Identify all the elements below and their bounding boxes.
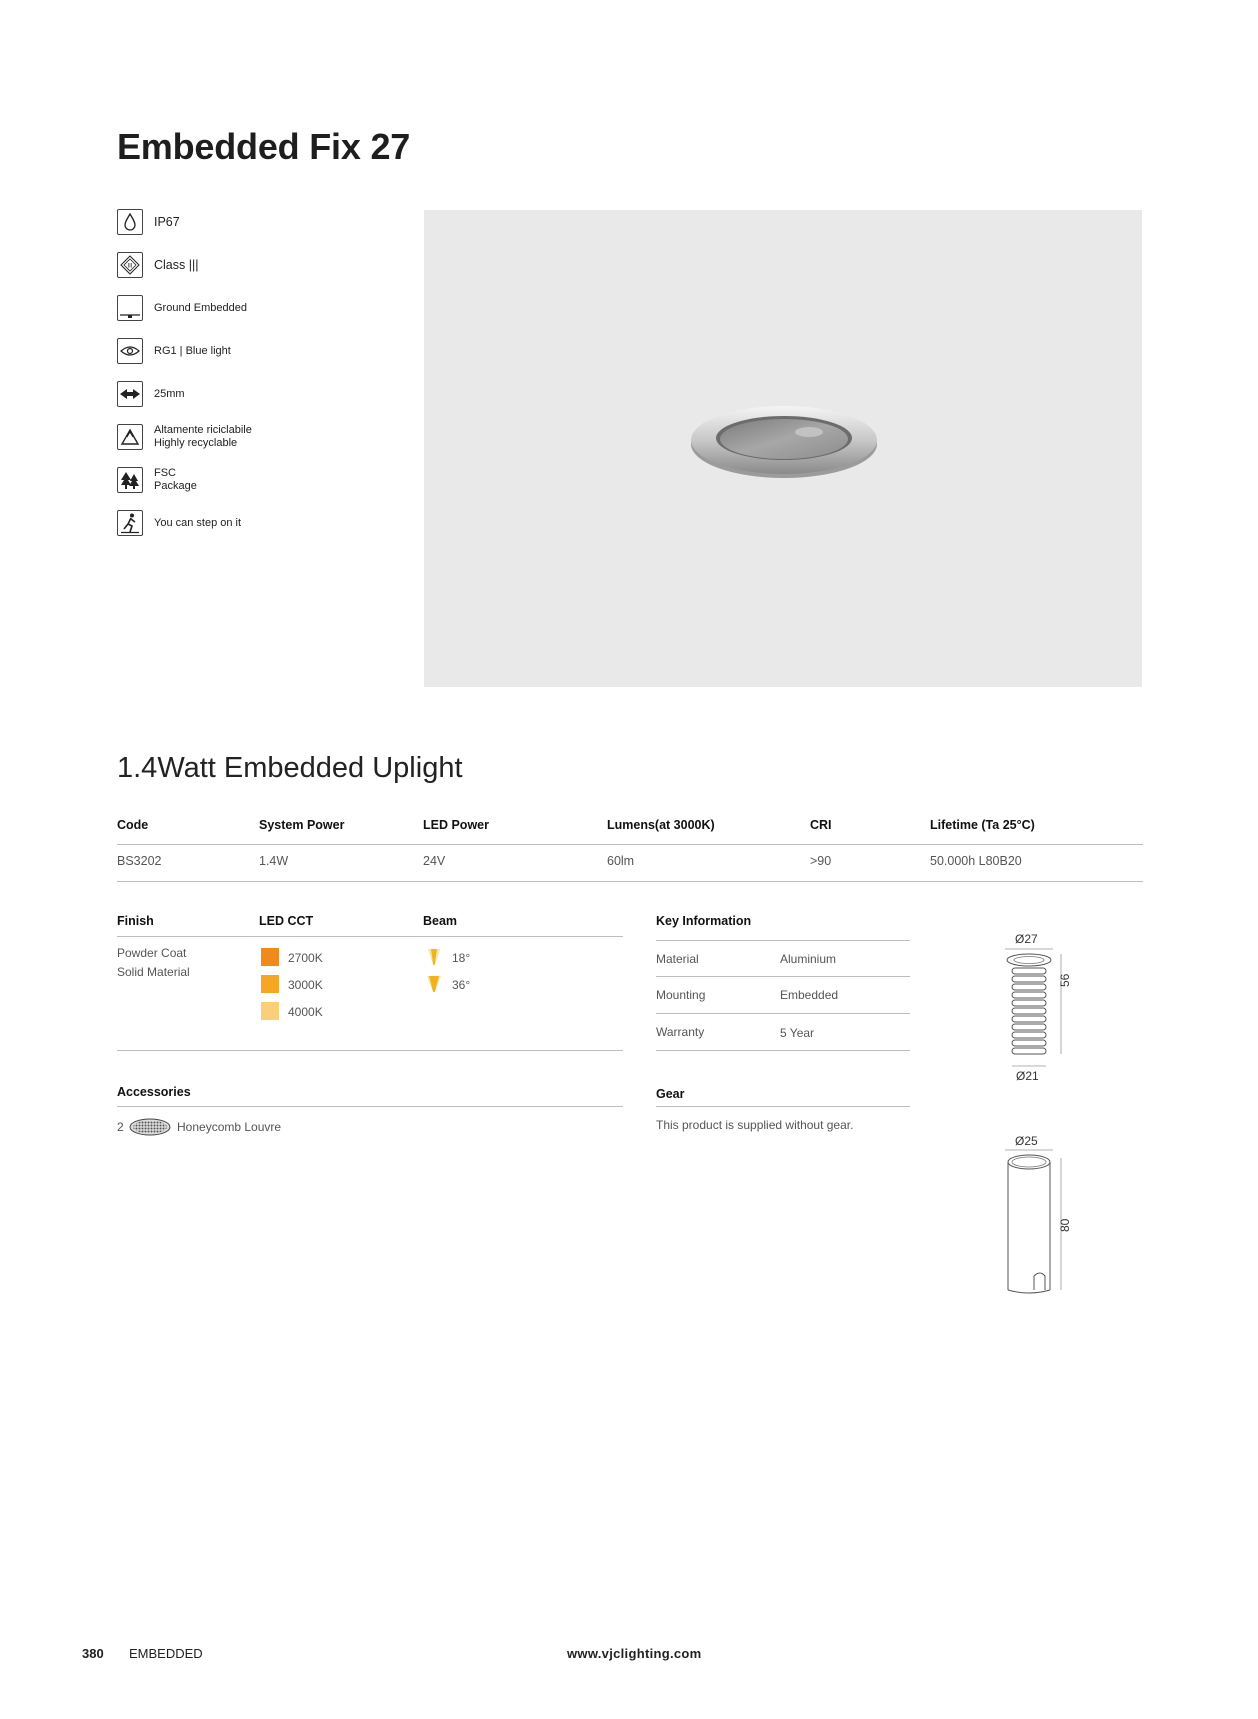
key-info-value: Aluminium <box>780 952 837 966</box>
divider <box>117 881 1143 882</box>
cct-swatch-4000k <box>261 1002 279 1020</box>
divider <box>117 1106 623 1107</box>
table-cell: 60lm <box>607 854 635 868</box>
dim-sleeve-height: 80 <box>1058 1218 1072 1232</box>
water-drop-icon <box>117 209 143 235</box>
feature-text <box>154 302 247 315</box>
feature-line: FSC <box>154 467 176 479</box>
feature-class <box>117 251 198 279</box>
honeycomb-louvre-icon <box>129 1118 171 1136</box>
eye-icon <box>117 338 143 364</box>
product-photo <box>424 210 1142 687</box>
feature-text <box>154 345 231 358</box>
spec-table <box>117 818 1143 868</box>
gear-text: This product is supplied without gear. <box>656 1118 854 1132</box>
divider <box>656 940 910 941</box>
feature-ip67 <box>117 208 180 236</box>
feature-fsc <box>117 466 197 494</box>
cct-value: 2700K <box>288 951 323 965</box>
accessories-label: Accessories <box>117 1085 191 1099</box>
key-info-key: Warranty <box>656 1025 705 1039</box>
feature-recyclable <box>117 423 252 451</box>
page-number: 380 <box>82 1646 104 1661</box>
feature-line: You can step on it <box>154 516 242 529</box>
cct-swatch-2700k <box>261 948 279 966</box>
svg-text:III: III <box>127 263 133 270</box>
column-header: Code <box>117 818 149 832</box>
narrow-beam-icon <box>427 948 441 966</box>
gear-label: Gear <box>656 1087 685 1101</box>
trees-icon <box>117 467 143 493</box>
key-info-value: 5 Year <box>780 1026 815 1040</box>
feature-text <box>154 424 252 450</box>
section-name: EMBEDDED <box>129 1646 203 1661</box>
accessory-qty: 2 <box>117 1120 124 1134</box>
divider <box>656 1050 910 1051</box>
key-info-key: Mounting <box>656 988 706 1002</box>
beam-value: 18° <box>452 951 471 965</box>
fixture-render <box>424 210 1142 687</box>
feature-cutout <box>117 380 185 408</box>
feature-line: Highly recyclable <box>154 437 238 449</box>
table-cell: 24V <box>423 854 446 868</box>
feature-ground-embedded <box>117 294 247 322</box>
divider <box>117 936 623 937</box>
divider <box>656 976 910 977</box>
accessory-name: Honeycomb Louvre <box>177 1120 282 1134</box>
feature-text <box>154 216 180 229</box>
feature-line: RG1 | Blue light <box>154 344 231 357</box>
key-info-label: Key Information <box>656 914 752 928</box>
feature-line: Ground Embedded <box>154 301 247 314</box>
feature-line: Package <box>154 480 197 492</box>
divider <box>117 1050 623 1051</box>
website-link[interactable]: www.vjclighting.com <box>567 1646 702 1661</box>
table-cell: BS3202 <box>117 854 162 868</box>
key-info-value: Embedded <box>780 988 839 1002</box>
table-cell: >90 <box>810 854 832 868</box>
finish-item: Powder Coat <box>117 946 187 960</box>
finish-label: Finish <box>117 914 154 928</box>
feature-line: 25mm <box>154 387 185 400</box>
walk-on-icon <box>117 510 143 536</box>
column-header: System Power <box>259 818 345 832</box>
key-info-key: Material <box>656 952 699 966</box>
divider <box>117 844 1143 845</box>
feature-text <box>154 517 241 530</box>
feature-line: Class ||| <box>154 257 199 272</box>
divider <box>656 1013 910 1014</box>
feature-line: Altamente riciclabile <box>154 424 252 436</box>
table-row <box>117 818 1143 868</box>
dim-bottom-diameter: Ø21 <box>1016 1069 1039 1083</box>
dim-fixture-height: 56 <box>1058 973 1072 987</box>
class-three-icon <box>117 252 143 278</box>
feature-text <box>154 467 197 493</box>
cutout-icon <box>117 381 143 407</box>
ground-embedded-icon <box>117 295 143 321</box>
dim-top-diameter: Ø27 <box>1015 932 1038 946</box>
table-cell: 1.4W <box>259 854 289 868</box>
beam-value: 36° <box>452 978 471 992</box>
page-title: Embedded Fix 27 <box>117 126 411 167</box>
divider <box>656 1106 910 1107</box>
feature-text <box>154 259 198 272</box>
cct-value: 3000K <box>288 978 323 992</box>
column-header: Lumens(at 3000K) <box>607 818 715 832</box>
table-cell: 50.000h L80B20 <box>930 854 1022 868</box>
led-cct-label: LED CCT <box>259 914 314 928</box>
cct-swatch-3000k <box>261 975 279 993</box>
cct-value: 4000K <box>288 1005 323 1019</box>
dim-sleeve-diameter: Ø25 <box>1015 1134 1038 1148</box>
column-header: Lifetime (Ta 25°C) <box>930 818 1035 832</box>
column-header: LED Power <box>423 818 489 832</box>
feature-rg1 <box>117 337 231 365</box>
finish-item: Solid Material <box>117 965 190 979</box>
wide-beam-icon <box>427 975 441 993</box>
feature-line: IP67 <box>154 214 180 229</box>
fixture-drawing <box>990 946 1080 1076</box>
feature-walk-on <box>117 509 241 537</box>
feature-text <box>154 388 185 401</box>
product-subtitle: 1.4Watt Embedded Uplight <box>117 752 463 784</box>
beam-label: Beam <box>423 914 458 928</box>
recycle-icon <box>117 424 143 450</box>
column-header: CRI <box>810 818 832 832</box>
